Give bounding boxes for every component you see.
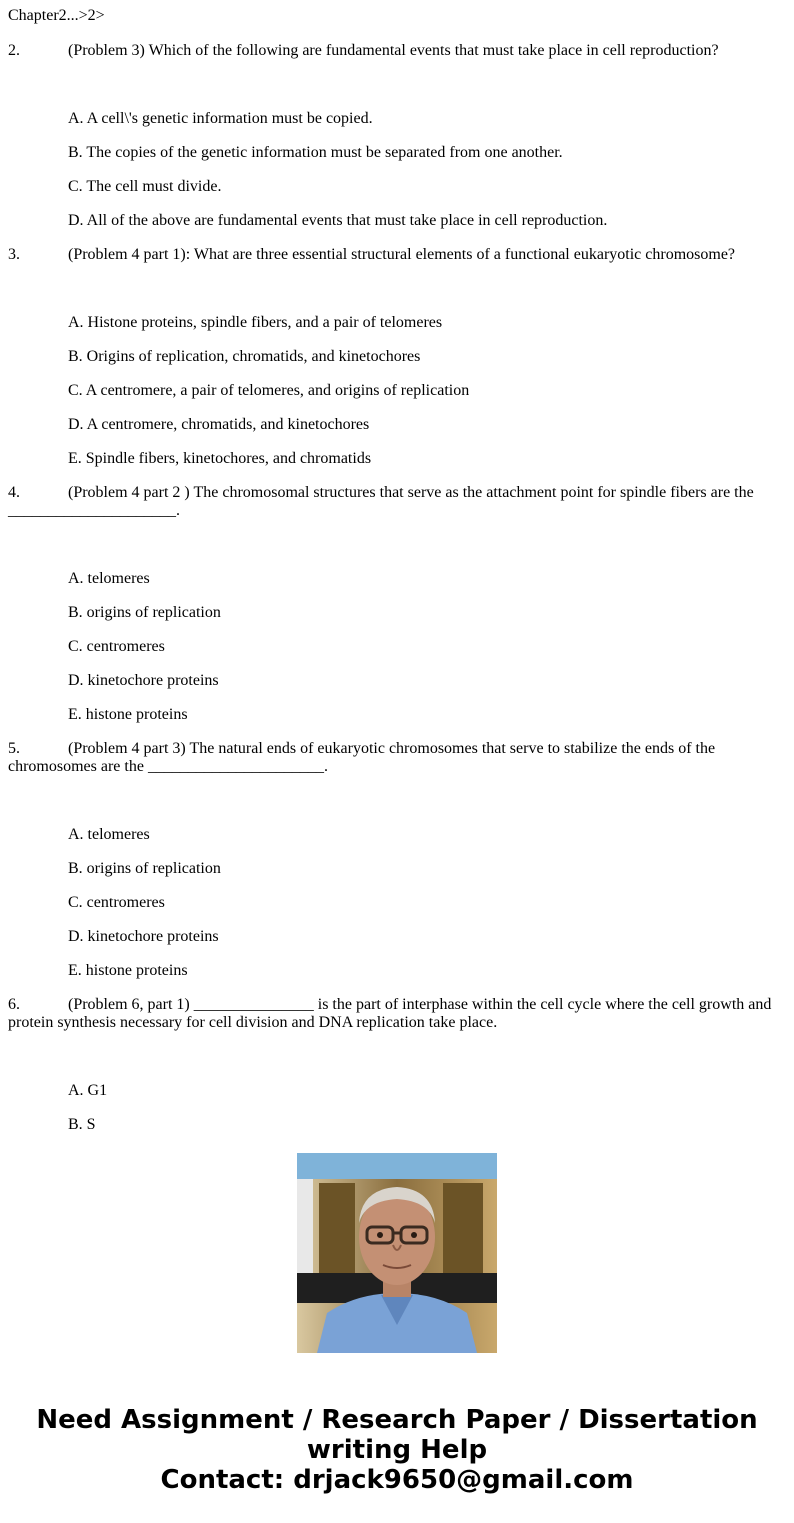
option-q2-a: A. A cell\'s genetic information must be copied. bbox=[68, 110, 373, 127]
question-text: (Problem 4 part 1): What are three essential structural elements of a functional eukaryotic chromosome? bbox=[68, 246, 736, 263]
question-3 bbox=[8, 246, 786, 264]
question-2 bbox=[8, 42, 786, 60]
promo-contact: Contact: drjack9650@gmail.com bbox=[160, 1465, 634, 1495]
question-4 bbox=[8, 484, 786, 520]
person-photo-icon bbox=[297, 1153, 497, 1353]
promo-line-1: Need Assignment / Research Paper / Dissertation bbox=[36, 1405, 758, 1435]
promo-banner bbox=[0, 1122, 794, 1523]
question-number: 6. bbox=[8, 996, 20, 1013]
avatar bbox=[297, 1153, 497, 1353]
option-q3-d: D. A centromere, chromatids, and kinetochores bbox=[68, 416, 370, 433]
option-q3-e: E. Spindle fibers, kinetochores, and chromatids bbox=[68, 450, 372, 467]
option-q4-a: A. telomeres bbox=[68, 570, 150, 587]
promo-line-2: writing Help bbox=[306, 1435, 488, 1465]
option-q4-c: C. centromeres bbox=[68, 638, 165, 655]
option-q2-d: D. All of the above are fundamental events that must take place in cell reproduction. bbox=[68, 212, 608, 229]
question-5 bbox=[8, 740, 786, 776]
question-6 bbox=[8, 996, 786, 1032]
breadcrumb: Chapter2...>2> bbox=[8, 7, 105, 24]
question-text: (Problem 4 part 2 ) The chromosomal structures that serve as the attachment point for spindle fibers are the _____________________. bbox=[8, 484, 754, 519]
option-q4-d: D. kinetochore proteins bbox=[68, 672, 219, 689]
option-q5-b: B. origins of replication bbox=[68, 860, 221, 877]
question-text: (Problem 6, part 1) _______________ is the part of interphase within the cell cycle where the cell growth and protein synthesis necessary for cell division and DNA replication take place. bbox=[8, 996, 772, 1031]
promo-text bbox=[0, 1405, 794, 1495]
option-q4-e: E. histone proteins bbox=[68, 706, 188, 723]
question-text: (Problem 4 part 3) The natural ends of eukaryotic chromosomes that serve to stabilize the ends of the chromosomes are the ______________________. bbox=[8, 740, 716, 775]
option-q5-e: E. histone proteins bbox=[68, 962, 188, 979]
option-q3-c: C. A centromere, a pair of telomeres, and origins of replication bbox=[68, 382, 470, 399]
option-q5-c: C. centromeres bbox=[68, 894, 165, 911]
option-q5-a: A. telomeres bbox=[68, 826, 150, 843]
option-q2-c: C. The cell must divide. bbox=[68, 178, 222, 195]
option-q5-d: D. kinetochore proteins bbox=[68, 928, 219, 945]
option-q6-b: B. S bbox=[68, 1116, 96, 1133]
option-q3-a: A. Histone proteins, spindle fibers, and a pair of telomeres bbox=[68, 314, 443, 331]
option-q6-a: A. G1 bbox=[68, 1082, 108, 1099]
question-number: 2. bbox=[8, 42, 20, 59]
option-q3-b: B. Origins of replication, chromatids, and kinetochores bbox=[68, 348, 421, 365]
question-number: 5. bbox=[8, 740, 20, 757]
option-q2-b: B. The copies of the genetic information must be separated from one another. bbox=[68, 144, 563, 161]
option-q4-b: B. origins of replication bbox=[68, 604, 221, 621]
question-text: (Problem 3) Which of the following are fundamental events that must take place in cell reproduction? bbox=[68, 42, 719, 59]
question-number: 4. bbox=[8, 484, 20, 501]
question-number: 3. bbox=[8, 246, 20, 263]
